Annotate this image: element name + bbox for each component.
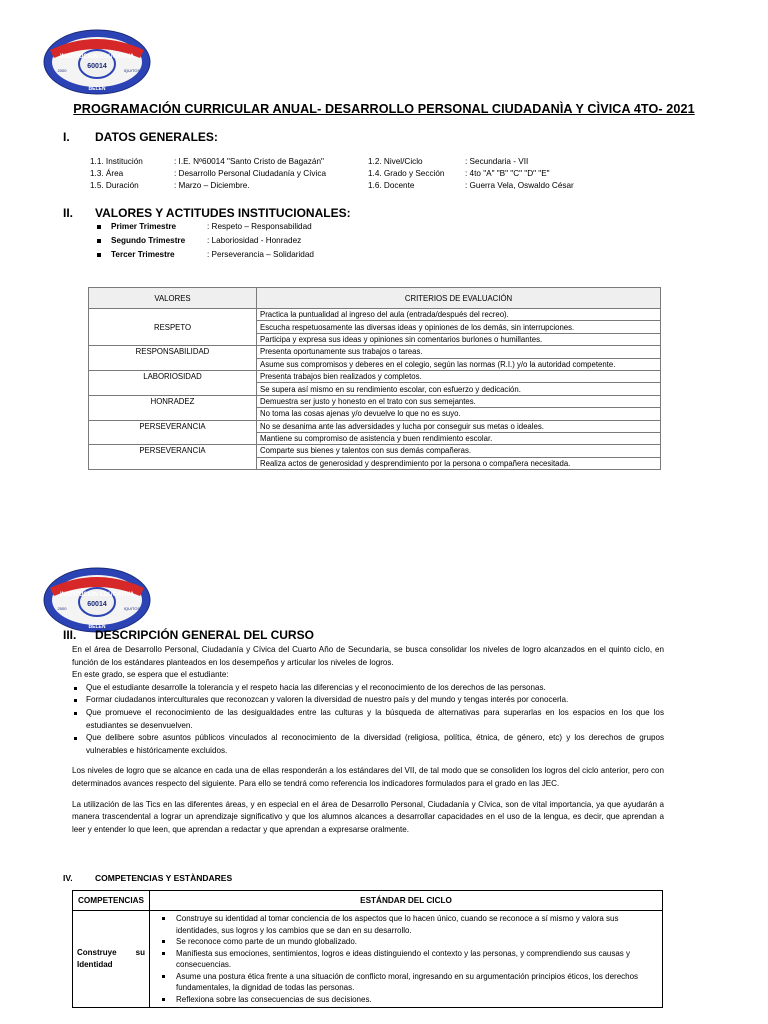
criteria-cell: Demuestra ser justo y honesto en el trato con sus semejantes.	[257, 395, 661, 407]
course-description	[72, 644, 664, 836]
svg-text:60014: 60014	[87, 601, 107, 608]
criteria-cell: Se supera así mismo en su rendimiento escolar, con esfuerzo y dedicación.	[257, 383, 661, 395]
section1-number: I.	[63, 130, 70, 144]
duracion-label: 1.5. Duración	[90, 181, 139, 190]
list-item: Manifiesta sus emociones, sentimientos, logros e ideas distinguiendo el contexto y las personas, y comprendiendo sus causas y consecuencias.	[154, 948, 658, 971]
institucion-value: : I.E. Nº60014 "Santo Cristo de Bagazán"	[174, 157, 324, 166]
docente-value: : Guerra Vela, Oswaldo César	[465, 181, 574, 190]
svg-text:2000: 2000	[57, 68, 67, 73]
grado-label: 1.4. Grado y Sección	[368, 169, 445, 178]
svg-text:INSTITUCION EDUCATIVA: INSTITUCION EDUCATIVA	[59, 54, 135, 60]
criteria-cell: Realiza actos de generosidad y desprendimiento por la persona o compañera necesitada.	[257, 457, 661, 469]
nivel-label: 1.2. Nivel/Ciclo	[368, 157, 423, 166]
docente-label: 1.6. Docente	[368, 181, 415, 190]
competency-cell	[73, 911, 150, 1008]
table-row	[89, 445, 661, 457]
bullet-icon	[97, 253, 101, 257]
section3-number: III.	[63, 628, 77, 642]
bullet-icon	[97, 239, 101, 243]
svg-text:2000: 2000	[57, 606, 67, 611]
duracion-value: : Marzo – Diciembre.	[174, 181, 250, 190]
criteria-cell: No toma las cosas ajenas y/o devuelve lo que no es suyo.	[257, 408, 661, 420]
list-item: Se reconoce como parte de un mundo globalizado.	[154, 936, 658, 948]
trimestre-label: Tercer Trimestre	[111, 250, 175, 259]
trimestre-value: : Respeto – Responsabilidad	[207, 222, 312, 231]
column-header: COMPETENCIAS	[73, 891, 150, 911]
list-item: Reflexiona sobre las consecuencias de sus decisiones.	[154, 994, 658, 1006]
paragraph: En el área de Desarrollo Personal, Ciudadanía y Cívica del Cuarto Año de Secundaria, se busca consolidar los niveles de logro alcanzados en el quinto ciclo, en función de los estándares planteados en los desempeños y articular los niveles de logros.	[72, 645, 664, 667]
list-item: Que promueve el reconocimiento de las desigualdades entre las culturas y la búsqueda de alternativas para superarlas en los espacios en los que los estudiantes se desenvuelven.	[72, 707, 664, 732]
standard-cell	[150, 911, 663, 1008]
table-row	[73, 911, 663, 1008]
table-row	[89, 370, 661, 382]
paragraph: En este grado, se espera que el estudiante:	[72, 670, 229, 680]
list-item: Formar ciudadanos interculturales que reconozcan y valoren la diversidad de nuestro país y del mundo y tengas interés por conocerla.	[72, 694, 664, 707]
paragraph: La utilización de las Tics en las diferentes áreas, y en especial en el área de Desarrollo Personal, Ciudadanía y Cívica, son de vital importancia, ya que ayudarán a manera trascendental a lograr un aprendizaje significativo y que los alumnos alcances a desarrollar capacidades en el uso de la lengua, es decir, que aprendan a leer y entender lo que leen, que aprendan a redactar y que aprendan a expresarse oralmente.	[72, 799, 664, 834]
list-item: Que delibere sobre asuntos públicos vinculados al reconocimiento de la diversidad (religiosa, política, étnica, de género, etc) y los derechos de grupos vulnerables e históricamente excluidos.	[72, 732, 664, 757]
trimestre-value: : Perseverancia – Solidaridad	[207, 250, 314, 259]
school-logo	[42, 566, 152, 634]
svg-text:BELEN: BELEN	[88, 624, 106, 630]
column-header: ESTÁNDAR DEL CICLO	[150, 891, 663, 911]
criteria-cell: Escucha respetuosamente las diversas ideas y opiniones de los demás, sin interrupciones.	[257, 321, 661, 333]
standards-list	[154, 913, 658, 1005]
trimestre-label: Primer Trimestre	[111, 222, 177, 231]
section1-title: DATOS GENERALES:	[95, 130, 218, 144]
criteria-cell: Comparte sus bienes y talentos con sus demás compañeras.	[257, 445, 661, 457]
nivel-value: : Secundaria - VII	[465, 157, 529, 166]
criteria-cell: Participa y expresa sus ideas y opiniones sin comentarios burlones o humillantes.	[257, 333, 661, 345]
trimestre-row	[97, 222, 176, 231]
svg-text:INSTITUCION EDUCATIVA: INSTITUCION EDUCATIVA	[59, 592, 135, 598]
page-title: PROGRAMACIÓN CURRICULAR ANUAL- DESARROLLO PERSONAL CIUDADANÌA Y CÌVICA 4TO- 2021	[73, 102, 695, 116]
list-item: Que el estudiante desarrolle la tolerancia y el respeto hacia las diferencias y el reconocimiento de los derechos de las personas.	[72, 682, 664, 695]
section4-title: COMPETENCIAS Y ESTÀNDARES	[95, 873, 233, 883]
section2-title: VALORES Y ACTITUDES INSTITUCIONALES:	[95, 206, 351, 220]
competencies-table	[72, 890, 663, 1008]
criteria-cell: No se desanima ante las adversidades y lucha por conseguir sus metas o ideales.	[257, 420, 661, 432]
svg-text:IQUITOS: IQUITOS	[123, 68, 141, 73]
table-row	[89, 309, 661, 321]
values-table	[88, 287, 661, 470]
criteria-cell: Mantiene su compromiso de asistencia y buen rendimiento escolar.	[257, 432, 661, 444]
column-header: CRITERIOS DE EVALUACIÓN	[257, 288, 661, 309]
section4-number: IV.	[63, 873, 73, 883]
section3-title: DESCRIPCIÓN GENERAL DEL CURSO	[95, 628, 314, 642]
value-cell: LABORIOSIDAD	[89, 370, 257, 395]
trimestre-label: Segundo Trimestre	[111, 236, 186, 245]
criteria-cell: Presenta trabajos bien realizados y completos.	[257, 370, 661, 382]
column-header: VALORES	[89, 288, 257, 309]
criteria-cell: Asume sus compromisos y deberes en el colegio, según las normas (R.I.) y/o la autoridad competente.	[257, 358, 661, 370]
table-header-row	[89, 288, 661, 309]
value-cell: PERSEVERANCIA	[89, 420, 257, 445]
competency-word: Construye	[77, 948, 117, 957]
criteria-cell: Practica la puntualidad al ingreso del aula (entrada/después del recreo).	[257, 309, 661, 321]
competency-word: su	[135, 948, 145, 957]
area-label: 1.3. Área	[90, 169, 124, 178]
table-header-row	[73, 891, 663, 911]
value-cell: RESPONSABILIDAD	[89, 346, 257, 371]
list-item: Asume una postura ética frente a una situación de conflicto moral, ingresando en su argumentación principios éticos, los derechos fundamentales, la dignidad de todas las personas.	[154, 971, 658, 994]
svg-text:IQUITOS: IQUITOS	[123, 606, 141, 611]
grado-value: : 4to "A" "B" "C" "D" "E"	[465, 169, 550, 178]
trimestre-value: : Laboriosidad - Honradez	[207, 236, 302, 245]
paragraph: Los niveles de logro que se alcance en cada una de ellas responderán a los estándares del VII, de tal modo que se consoliden los logros del ciclo anterior, pero con determinados avances respecto del siguiente. Para ello se tendrá como referencia los indicadores formulados para el grado en las JEC.	[72, 766, 664, 788]
table-row	[89, 420, 661, 432]
list-item: Construye su identidad al tomar conciencia de los aspectos que lo hacen único, cuando se reconoce a sí mismo y valora sus identidades, sus logros y los cambios que se dan en su desarrollo.	[154, 913, 658, 936]
svg-text:60014: 60014	[87, 63, 107, 70]
institucion-label: 1.1. Institución	[90, 157, 143, 166]
school-logo	[42, 28, 152, 96]
value-cell: PERSEVERANCIA	[89, 445, 257, 470]
competency-word: Identidad	[77, 960, 113, 969]
trimestre-row	[97, 250, 175, 259]
section2-number: II.	[63, 206, 74, 220]
criteria-cell: Presenta oportunamente sus trabajos o tareas.	[257, 346, 661, 358]
svg-text:BELEN: BELEN	[88, 86, 106, 92]
value-cell: HONRADEZ	[89, 395, 257, 420]
trimestre-row	[97, 236, 185, 245]
table-row	[89, 395, 661, 407]
value-cell: RESPETO	[89, 309, 257, 346]
bullet-icon	[97, 225, 101, 229]
table-row	[89, 346, 661, 358]
area-value: : Desarrollo Personal Ciudadanía y Cívica	[174, 169, 326, 178]
